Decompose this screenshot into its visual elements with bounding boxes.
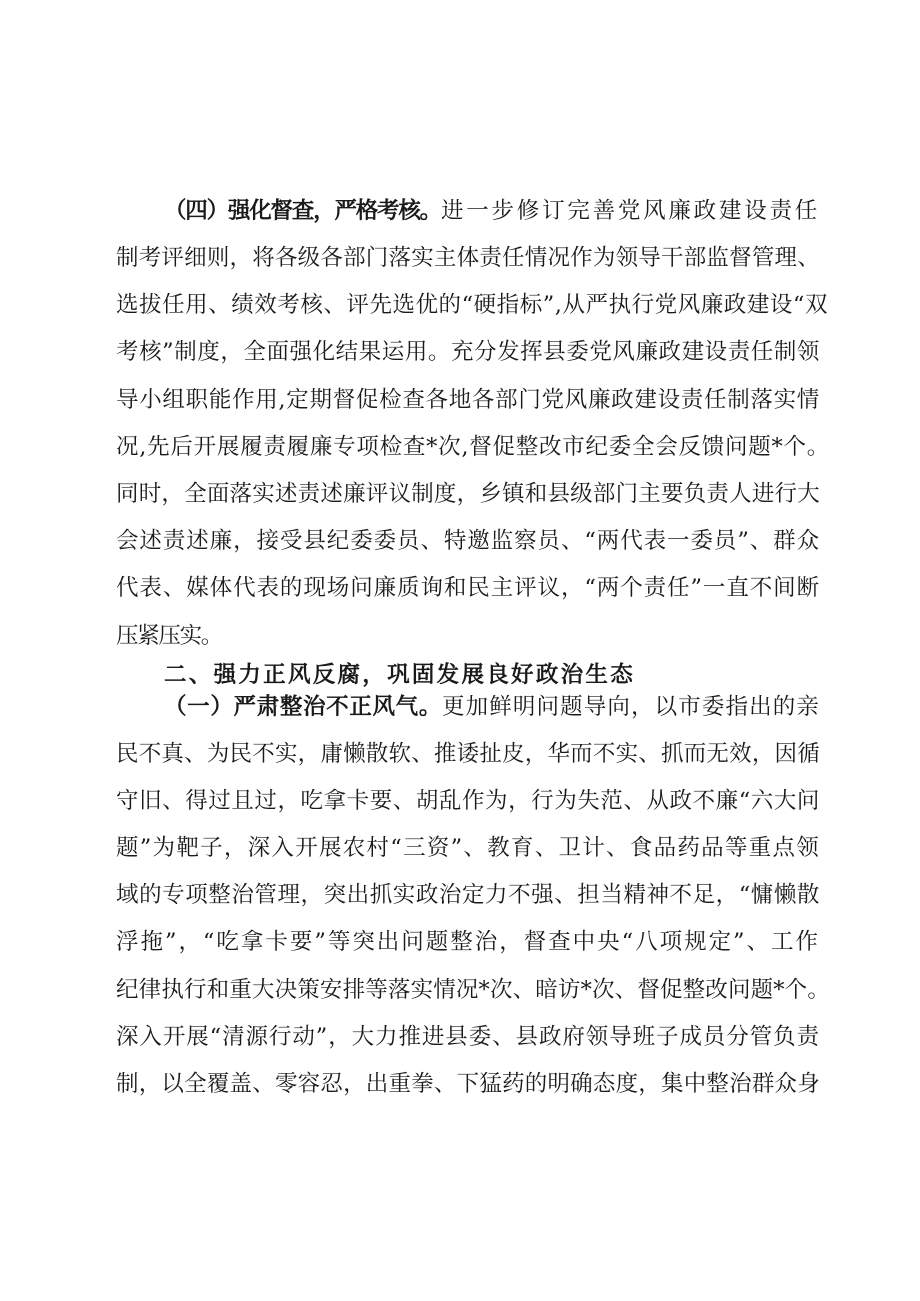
line-text: 题”为靶子，深入开展农村“三资”、教育、卫计、食品药品等重点领 xyxy=(116,835,821,861)
text-line xyxy=(0,282,920,329)
text-line xyxy=(0,377,920,424)
line-text: 导小组职能作用,定期督促检查各地各部门党风廉政建设责任制落实情 xyxy=(116,387,821,413)
text-line xyxy=(0,967,920,1014)
heading-text: 二、强力正风反腐，巩固发展良好政治生态 xyxy=(164,662,635,688)
line-text: 民不真、为民不实，庸懒散软、推诿扯皮，华而不实、抓而无效，因循 xyxy=(116,741,820,767)
line-text: 纪律执行和重大决策安排等落实情况*次、暗访*次、督促整改问题*个。 xyxy=(116,977,830,1003)
text-line xyxy=(0,518,920,565)
line-text: 况,先后开展履责履廉专项检查*次,督促整改市纪委全会反馈问题*个。 xyxy=(116,434,830,460)
text-line xyxy=(0,919,920,966)
text-line xyxy=(0,684,920,731)
line-text: 代表、媒体代表的现场问廉质询和民主评议，“两个责任”一直不间断 xyxy=(116,575,820,601)
line-text: 守旧、得过且过，吃拿卡要、胡乱作为，行为失范、从政不廉“六大问 xyxy=(116,788,820,814)
text-line xyxy=(0,329,920,376)
text-line xyxy=(0,471,920,518)
line-text: 会述责述廉，接受县纪委委员、特邀监察员、“两代表一委员”、群众 xyxy=(116,528,820,554)
text-line xyxy=(0,424,920,471)
text-line xyxy=(0,778,920,825)
line-text: 浮拖”，“吃拿卡要”等突出问题整治，督查中央“八项规定”、工作 xyxy=(116,929,820,955)
paragraph-lead-in: （一）严肃整治不正风气。 xyxy=(164,694,442,720)
line-text: 压紧压实。 xyxy=(116,623,222,649)
line-text: 域的专项整治管理，突出抓实政治定力不强、担当精神不足，“慵懒散 xyxy=(116,882,820,908)
paragraph-lead-in: （四）强化督查，严格考核。 xyxy=(164,198,441,224)
line-text: 更加鲜明问题导向，以市委指出的亲 xyxy=(442,694,820,720)
text-line xyxy=(0,1061,920,1108)
text-line xyxy=(0,565,920,612)
text-line xyxy=(0,731,920,778)
text-line xyxy=(0,872,920,919)
line-text: 选拔任用、绩效考核、评先选优的“硬指标”,从严执行党风廉政建设“双 xyxy=(116,292,828,318)
line-text: 制，以全覆盖、零容忍，出重拳、下猛药的明确态度，集中整治群众身 xyxy=(116,1071,820,1097)
text-line xyxy=(0,825,920,872)
line-text: 考核”制度，全面强化结果运用。充分发挥县委党风廉政建设责任制领 xyxy=(116,339,820,365)
text-line xyxy=(0,1014,920,1061)
text-line xyxy=(0,188,920,235)
line-text: 制考评细则，将各级各部门落实主体责任情况作为领导干部监督管理、 xyxy=(116,245,820,271)
line-text: 深入开展“清源行动”，大力推进县委、县政府领导班子成员分管负责 xyxy=(116,1024,820,1050)
line-text: 同时，全面落实述责述廉评议制度，乡镇和县级部门主要负责人进行大 xyxy=(116,481,820,507)
text-line xyxy=(0,235,920,282)
line-text: 进一步修订完善党风廉政建设责任 xyxy=(441,198,820,224)
